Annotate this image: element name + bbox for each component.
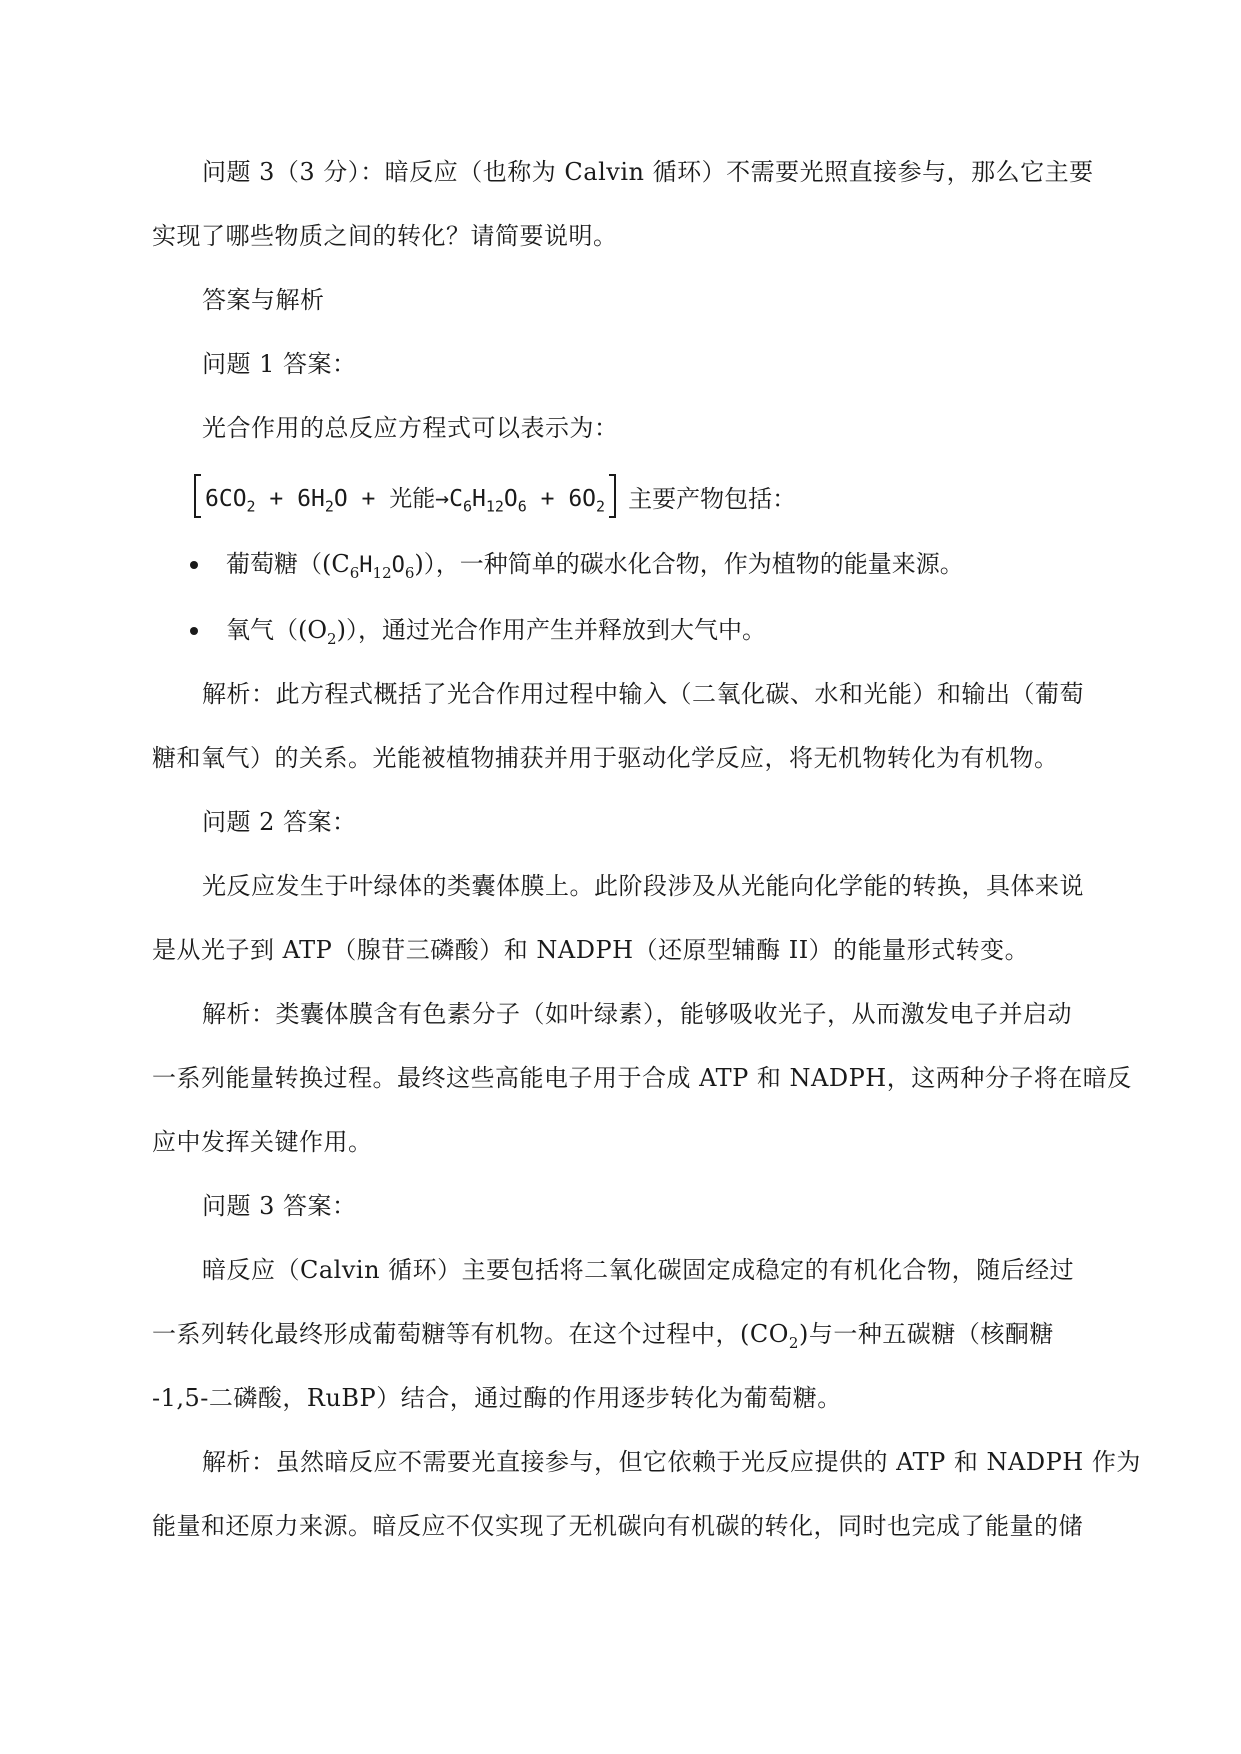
answer-3-line-2: 一系列转化最终形成葡萄糖等有机物。在这个过程中，$(CO_2)$与一种五碳糖（核酮糖 [152, 1320, 1054, 1352]
answer-2-analysis-line-2: 一系列能量转换过程。最终这些高能电子用于合成 ATP 和 NADPH，这两种分子将在暗反 [152, 1064, 1132, 1092]
answers-heading: 答案与解析 [202, 286, 325, 314]
bullet-icon [190, 561, 198, 569]
answer-1-analysis-line-1: 解析：此方程式概括了光合作用过程中输入（二氧化碳、水和光能）和输出（葡萄 [202, 680, 1084, 708]
answer-3-analysis-line-2: 能量和还原力来源。暗反应不仅实现了无机碳向有机碳的转化，同时也完成了能量的储 [152, 1512, 1083, 1540]
question-3-line-1: 问题 3（3 分）：暗反应（也称为 Calvin 循环）不需要光照直接参与，那么它主要 [202, 158, 1094, 186]
equation-suffix: 主要产物包括： [628, 484, 797, 513]
answer-2-analysis-line-3: 应中发挥关键作用。 [152, 1128, 373, 1156]
answer-1-analysis-line-2: 糖和氧气）的关系。光能被植物捕获并用于驱动化学反应，将无机物转化为有机物。 [152, 744, 1059, 772]
photosynthesis-equation [152, 460, 1092, 532]
equation-text: $6CO_2 + 6H_2O$ + 光能$\to C_6H_{12}O_6 + 6O_2$ [205, 485, 606, 516]
answer-3-analysis-line-1: 解析：虽然暗反应不需要光直接参与，但它依赖于光反应提供的 ATP 和 NADPH 作为 [202, 1448, 1141, 1476]
answer-2-analysis-line-1: 解析：类囊体膜含有色素分子（如叶绿素），能够吸收光子，从而激发电子并启动 [202, 1000, 1072, 1028]
left-bracket [194, 474, 201, 518]
answer-3-heading: 问题 3 答案： [202, 1192, 357, 1220]
question-3-line-2: 实现了哪些物质之间的转化？请简要说明。 [152, 222, 618, 250]
answer-3-line-3: -1,5-二磷酸，RuBP）结合，通过酶的作用逐步转化为葡萄糖。 [152, 1384, 842, 1412]
answer-3-line-1: 暗反应（Calvin 循环）主要包括将二氧化碳固定成稳定的有机化合物，随后经过 [202, 1256, 1075, 1284]
answer-1-intro: 光合作用的总反应方程式可以表示为： [202, 414, 619, 442]
right-bracket [609, 474, 616, 518]
answer-2-heading: 问题 2 答案： [202, 808, 357, 836]
list-item-glucose: 葡萄糖$((C_6H_{12}O_6))$，一种简单的碳水化合物，作为植物的能量来源。 [152, 532, 1092, 598]
list-item-oxygen: 氧气$((O_2))$，通过光合作用产生并释放到大气中。 [152, 598, 1092, 662]
bullet-icon [190, 627, 198, 635]
products-list [152, 532, 1092, 662]
answer-2-line-1: 光反应发生于叶绿体的类囊体膜上。此阶段涉及从光能向化学能的转换，具体来说 [202, 872, 1084, 900]
answer-1-heading: 问题 1 答案： [202, 350, 357, 378]
answer-2-line-2: 是从光子到 ATP（腺苷三磷酸）和 NADPH（还原型辅酶 II）的能量形式转变。 [152, 936, 1030, 964]
document-body [152, 140, 1141, 1558]
